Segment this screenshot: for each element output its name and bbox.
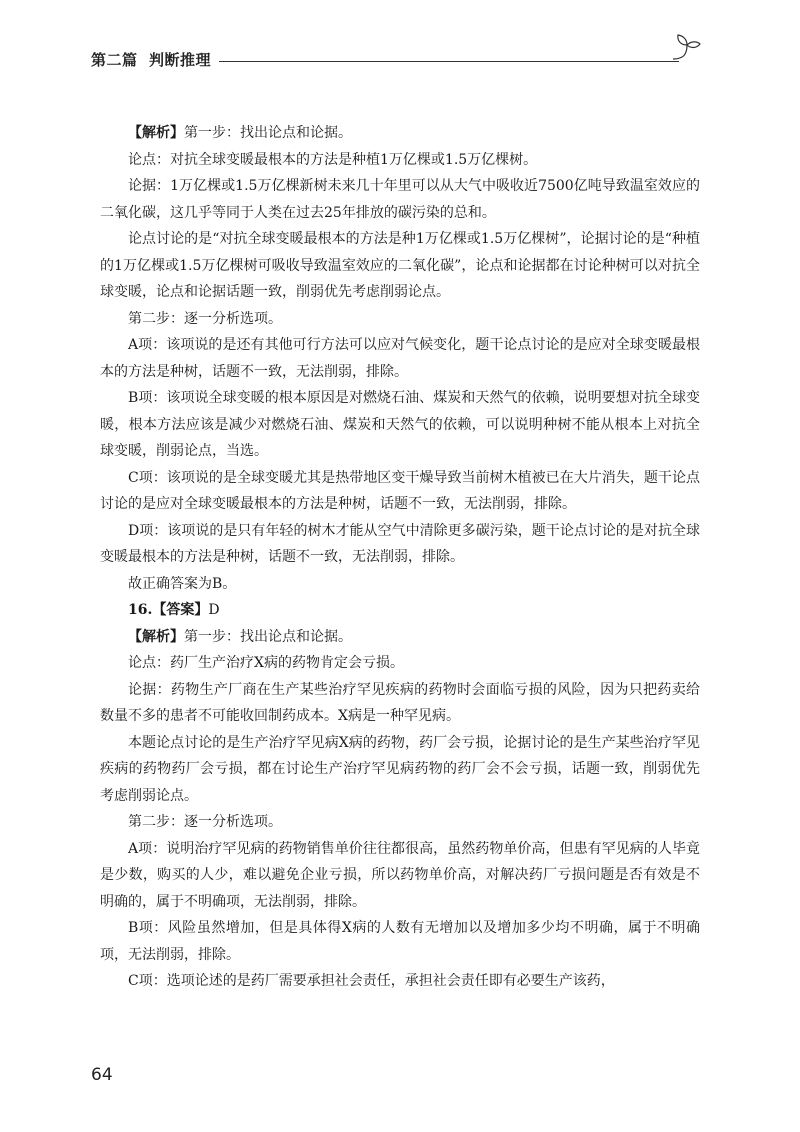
paragraph: 论据：药物生产厂商在生产某些治疗罕见疾病的药物时会面临亏损的风险，因为只把药卖给数量不多的患者不可能收回制药成本。X病是一种罕见病。 [100, 681, 700, 724]
paragraph: 故正确答案为B。 [128, 575, 237, 592]
answer-tag: 16.【答案】 [128, 602, 209, 618]
paragraph: 第二步：逐一分析选项。 [128, 310, 282, 327]
header-rule [219, 61, 679, 62]
header-title [91, 49, 211, 70]
paragraph: 16.【答案】D [128, 602, 220, 618]
paragraph: 本题论点讨论的是生产治疗罕见病X病的药物，药厂会亏损，论据讨论的是生产某些治疗罕见疾病的药物药厂会亏损，都在讨论生产治疗罕见病药物的药厂会不会亏损，话题一致，削弱优先考虑削弱论点。 [100, 734, 700, 804]
paragraph: 第二步：逐一分析选项。 [128, 814, 282, 830]
paragraph: C项：选项论述的是药厂需要承担社会责任，承担社会责任即有必要生产该药， [128, 973, 615, 989]
analysis-tag: 【解析】 [128, 628, 184, 645]
paragraph: A项：说明治疗罕见病的药物销售单价往往都很高，虽然药物单价高，但患有罕见病的人毕竟是少数，购买的人少，难以避免企业亏损，所以药物单价高，对解决药厂亏损问题是否有效是不明确的，属于不明确项，无法削弱，排除。 [100, 840, 700, 910]
analysis-tag: 【解析】 [128, 125, 184, 141]
page-number: 64 [91, 1065, 113, 1085]
answer-explanation-body [100, 120, 700, 995]
paragraph: B项：该项说全球变暖的根本原因是对燃烧石油、煤炭和天然气的依赖，说明要想对抗全球变暖，根本方法应该是减少对燃烧石油、煤炭和天然气的依赖，可以说明种树不能从根本上对抗全球变暖，削弱论点，当选。 [100, 390, 700, 459]
paragraph: 论据：1万亿棵或1.5万亿棵新树未来几十年里可以从大气中吸收近7500亿吨导致温室效应的二氧化碳，这几乎等同于人类在过去25年排放的碳污染的总和。 [100, 178, 700, 221]
paragraph: D项：该项说的是只有年轻的树木才能从空气中清除更多碳污染，题干论点讨论的是对抗全球变暖最根本的方法是种树，话题不一致，无法削弱，排除。 [100, 522, 700, 565]
paragraph: 论点讨论的是“对抗全球变暖最根本的方法是种1万亿棵或1.5万亿棵树”，论据讨论的是“种植的1万亿棵或1.5万亿棵树可吸收导致温室效应的二氧化碳”，论点和论据都在讨论种树可以对抗全球变暖，论点和论据话题一致，削弱优先考虑削弱论点。 [100, 231, 700, 300]
paragraph: 【解析】第一步：找出论点和论据。 [128, 125, 352, 141]
paragraph: 【解析】第一步：找出论点和论据。 [128, 628, 352, 645]
paragraph: B项：风险虽然增加，但是具体得X病的人数有无增加以及增加多少均不明确，属于不明确项，无法削弱，排除。 [100, 920, 700, 963]
header-part: 第二篇 [91, 51, 138, 69]
running-header [91, 45, 691, 73]
sprout-icon [669, 29, 703, 63]
header-section: 判断推理 [148, 51, 211, 69]
paragraph: 论点：对抗全球变暖最根本的方法是种植1万亿棵或1.5万亿棵树。 [128, 151, 538, 168]
paragraph: 论点：药厂生产治疗X病的药物肯定会亏损。 [128, 655, 404, 671]
paragraph: C项：该项说的是全球变暖尤其是热带地区变干燥导致当前树木植被已在大片消失，题干论点讨论的是应对全球变暖最根本的方法是种树，话题不一致，无法削弱，排除。 [100, 469, 700, 512]
paragraph: A项：该项说的是还有其他可行方法可以应对气候变化，题干论点讨论的是应对全球变暖最根本的方法是种树，话题不一致，无法削弱，排除。 [100, 337, 700, 380]
